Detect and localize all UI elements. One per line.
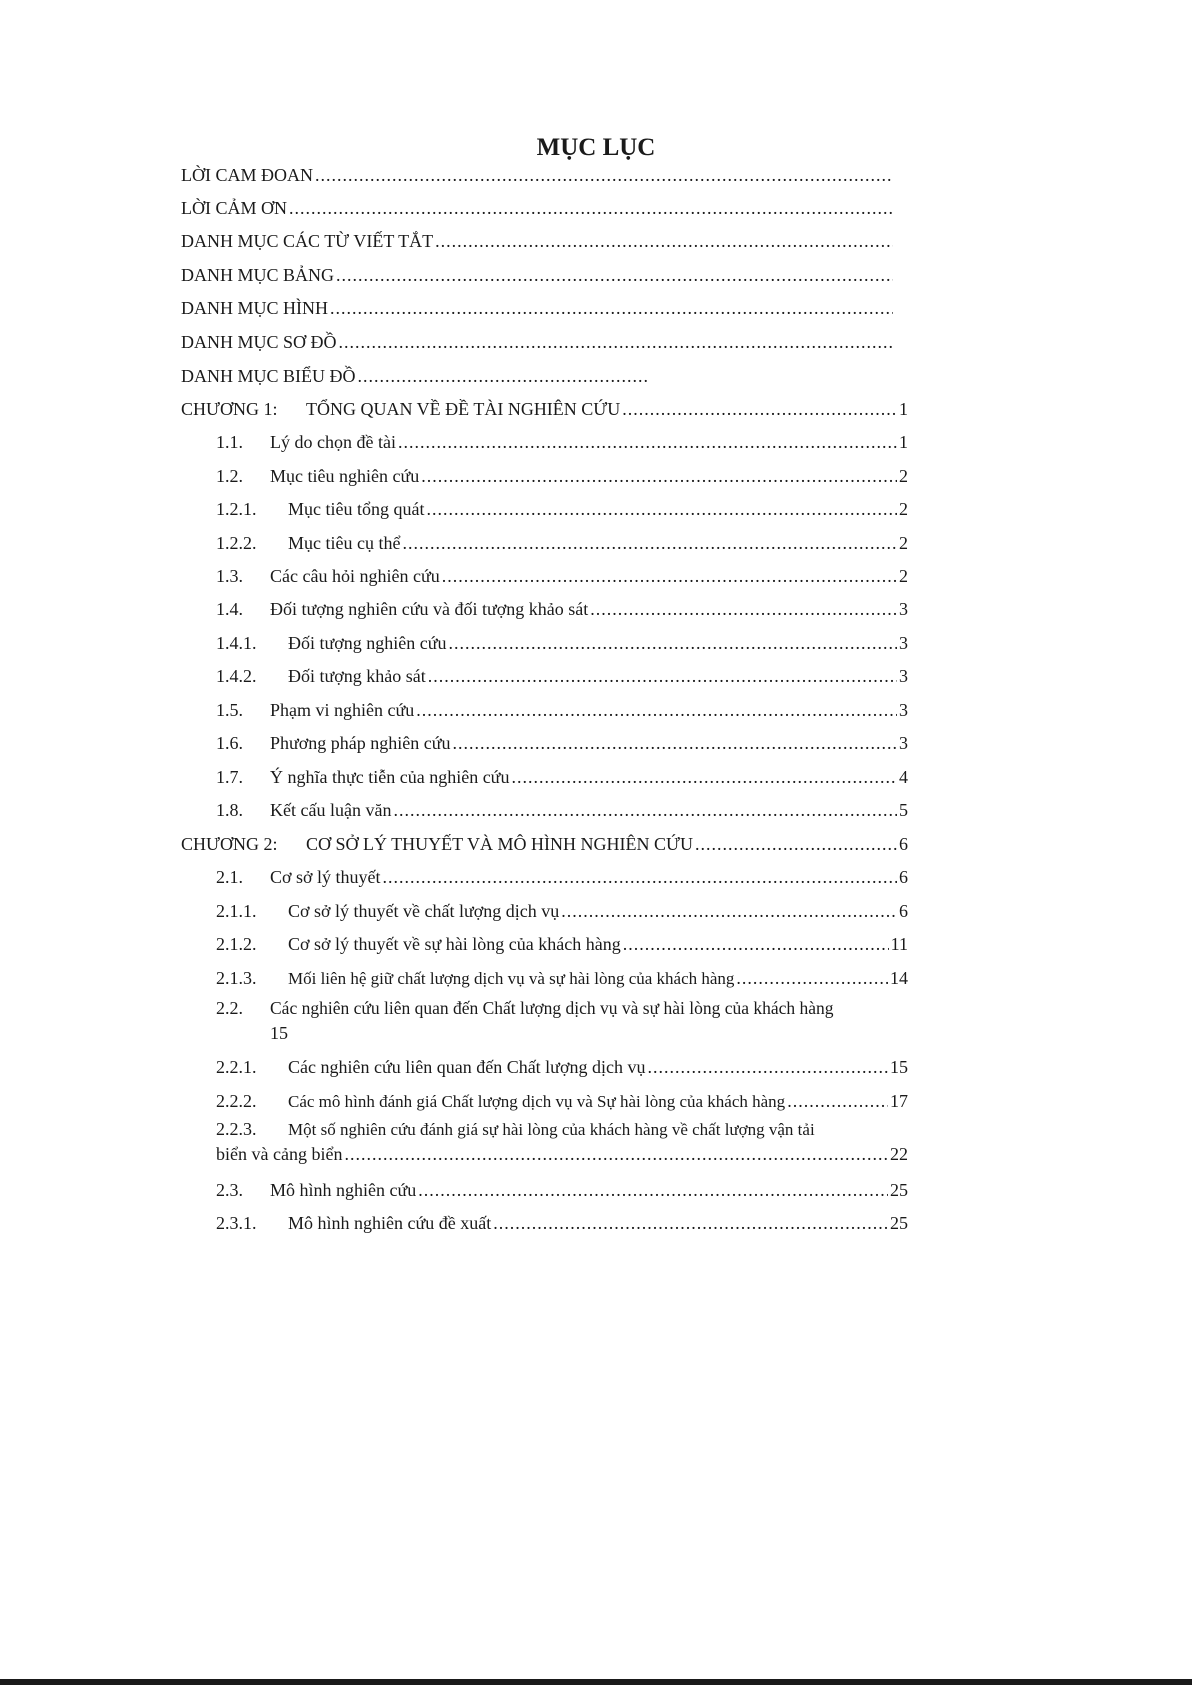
toc-entry[interactable] xyxy=(216,597,908,621)
toc-entry[interactable] xyxy=(216,932,908,956)
toc-entry-wrapped[interactable] xyxy=(216,996,912,1046)
toc-page-number: 22 xyxy=(890,1144,908,1164)
toc-entry[interactable] xyxy=(216,698,908,722)
toc-entry[interactable] xyxy=(216,1178,908,1202)
toc-entry-number: 2.1. xyxy=(216,867,243,887)
toc-leader-dots xyxy=(381,865,897,889)
toc-entry[interactable] xyxy=(181,229,893,253)
toc-entry-title: TỔNG QUAN VỀ ĐỀ TÀI NGHIÊN CỨU xyxy=(306,399,621,419)
toc-page-number: 2 xyxy=(899,533,908,553)
toc-entry-title: DANH MỤC HÌNH xyxy=(181,298,328,318)
toc-page-number: 6 xyxy=(899,867,908,887)
toc-entry[interactable] xyxy=(181,263,893,287)
toc-entry-chapter[interactable] xyxy=(181,832,908,856)
toc-entry[interactable] xyxy=(216,464,908,488)
toc-entry[interactable] xyxy=(216,1089,908,1113)
toc-entry-title: Các câu hỏi nghiên cứu xyxy=(270,566,440,586)
toc-entry-number: 1.6. xyxy=(216,733,243,753)
toc-page-number: 3 xyxy=(899,700,908,720)
toc-page-number: 1 xyxy=(899,399,908,419)
toc-entry-title: LỜI CẢM ƠN xyxy=(181,198,287,218)
toc-leader-dots xyxy=(400,531,897,555)
toc-entry-title: Mối liên hệ giữ chất lượng dịch vụ và sự hài lòng của khách hàng xyxy=(288,969,735,988)
toc-page-number: 25 xyxy=(890,1213,908,1233)
toc-page-number: 2 xyxy=(899,466,908,486)
toc-page-number: 15 xyxy=(270,1023,288,1043)
toc-entry-number: 1.3. xyxy=(216,566,243,586)
toc-page-number: 6 xyxy=(899,901,908,921)
toc-entry-title: DANH MỤC CÁC TỪ VIẾT TẮT xyxy=(181,231,434,251)
toc-entry-title: Cơ sở lý thuyết xyxy=(270,867,381,887)
toc-entry-number: 2.3. xyxy=(216,1180,243,1200)
toc-entry-number: 2.3.1. xyxy=(216,1213,257,1233)
toc-entry[interactable] xyxy=(216,865,908,889)
toc-page-number: 3 xyxy=(899,633,908,653)
toc-page-number: 25 xyxy=(890,1180,908,1200)
toc-leader-dots xyxy=(440,564,897,588)
toc-entry[interactable] xyxy=(216,531,908,555)
toc-entry-chapter[interactable] xyxy=(181,397,908,421)
toc-leader-dots xyxy=(447,631,897,655)
toc-leader-dots xyxy=(334,263,893,287)
toc-page-number: 3 xyxy=(899,666,908,686)
toc-entry-title: DANH MỤC BIỂU ĐỒ xyxy=(181,366,356,386)
toc-leader-dots xyxy=(424,497,897,521)
toc-page-number: 15 xyxy=(890,1057,908,1077)
toc-page-number: 14 xyxy=(890,968,908,988)
toc-entry-number: 2.2.1. xyxy=(216,1057,257,1077)
toc-entry-title: Mục tiêu cụ thể xyxy=(288,533,401,553)
toc-entry-title: Một số nghiên cứu đánh giá sự hài lòng của khách hàng về chất lượng vận tải xyxy=(288,1120,815,1139)
toc-entry-title: Mô hình nghiên cứu đề xuất xyxy=(288,1213,492,1233)
toc-leader-dots xyxy=(588,597,897,621)
toc-entry[interactable] xyxy=(216,731,908,755)
toc-page-number: 6 xyxy=(899,834,908,854)
toc-entry-number: 1.2.1. xyxy=(216,499,257,519)
toc-leader-dots xyxy=(693,832,897,856)
toc-leader-dots xyxy=(509,765,897,789)
toc-entry-number: 2.2.3. xyxy=(216,1119,257,1139)
toc-entry-title: Phạm vi nghiên cứu xyxy=(270,700,415,720)
toc-entry[interactable] xyxy=(216,1211,908,1235)
toc-entry[interactable] xyxy=(216,966,908,990)
toc-entry-title: Đối tượng nghiên cứu xyxy=(288,633,447,653)
toc-entry-title: Kết cấu luận văn xyxy=(270,800,392,820)
toc-leader-dots xyxy=(391,798,897,822)
toc-entry[interactable] xyxy=(181,330,893,354)
toc-entry[interactable] xyxy=(216,765,908,789)
toc-entry-title: DANH MỤC SƠ ĐỒ xyxy=(181,332,337,352)
toc-entry-number: 2.1.3. xyxy=(216,968,257,988)
toc-leader-dots xyxy=(451,731,897,755)
toc-entry[interactable] xyxy=(216,798,908,822)
toc-page-number: 5 xyxy=(899,800,908,820)
toc-entry[interactable] xyxy=(216,664,908,688)
toc-entry-wrapped[interactable] xyxy=(216,1117,908,1167)
toc-leader-dots xyxy=(414,698,897,722)
toc-entry[interactable] xyxy=(181,364,649,388)
toc-leader-dots xyxy=(337,330,893,354)
toc-leader-dots xyxy=(620,397,897,421)
toc-entry-title: CƠ SỞ LÝ THUYẾT VÀ MÔ HÌNH NGHIÊN CỨU xyxy=(306,834,693,854)
toc-page-number: 11 xyxy=(890,934,908,954)
toc-entry-title: Phương pháp nghiên cứu xyxy=(270,733,451,753)
toc-leader-dots xyxy=(396,430,897,454)
toc-entry[interactable] xyxy=(181,196,893,220)
toc-entry-title: Đối tượng nghiên cứu và đối tượng khảo sát xyxy=(270,599,589,619)
toc-leader-dots xyxy=(328,296,893,320)
toc-entry-number: 1.4.2. xyxy=(216,666,257,686)
toc-entry-title: Lý do chọn đề tài xyxy=(270,432,396,452)
toc-leader-dots xyxy=(734,966,888,990)
toc-leader-dots xyxy=(419,464,897,488)
toc-leader-dots xyxy=(491,1211,888,1235)
toc-entry-number: CHƯƠNG 1: xyxy=(181,399,278,419)
toc-entry-title: Cơ sở lý thuyết về sự hài lòng của khách hàng xyxy=(288,934,621,954)
toc-entry-number: CHƯƠNG 2: xyxy=(181,834,278,854)
toc-leader-dots xyxy=(342,1142,888,1167)
toc-page-number: 2 xyxy=(899,566,908,586)
toc-entry-number: 1.8. xyxy=(216,800,243,820)
toc-entry-number: 2.1.1. xyxy=(216,901,257,921)
toc-entry[interactable] xyxy=(181,163,893,187)
toc-entry-title: Các nghiên cứu liên quan đến Chất lượng dịch vụ và sự hài lòng của khách hàng xyxy=(270,998,834,1018)
toc-entry-title: Các mô hình đánh giá Chất lượng dịch vụ và Sự hài lòng của khách hàng xyxy=(288,1092,786,1111)
toc-leader-dots xyxy=(313,163,893,187)
toc-leader-dots xyxy=(621,932,889,956)
page-bottom-edge xyxy=(0,1679,1192,1685)
toc-leader-dots xyxy=(356,364,650,388)
toc-entry-title: Đối tượng khảo sát xyxy=(288,666,426,686)
toc-leader-dots xyxy=(433,229,893,253)
toc-entry-title: Mô hình nghiên cứu xyxy=(270,1180,417,1200)
toc-leader-dots xyxy=(287,196,893,220)
toc-entry[interactable] xyxy=(181,296,893,320)
toc-entry-number: 1.2.2. xyxy=(216,533,257,553)
toc-leader-dots xyxy=(559,899,897,923)
toc-leader-dots xyxy=(645,1055,888,1079)
toc-entry-title: Các nghiên cứu liên quan đến Chất lượng dịch vụ xyxy=(288,1057,646,1077)
toc-entry-number: 1.1. xyxy=(216,432,243,452)
toc-entry[interactable] xyxy=(216,564,908,588)
toc-entry-title: DANH MỤC BẢNG xyxy=(181,265,335,285)
toc-leader-dots xyxy=(785,1089,888,1113)
toc-leader-dots xyxy=(416,1178,888,1202)
toc-entry-number: 1.4. xyxy=(216,599,243,619)
toc-entry-title: Mục tiêu nghiên cứu xyxy=(270,466,420,486)
toc-entry-title: Ý nghĩa thực tiễn của nghiên cứu xyxy=(270,767,510,787)
toc-page-number: 4 xyxy=(899,767,908,787)
toc-entry-number: 2.2.2. xyxy=(216,1091,257,1111)
toc-entry-number: 1.4.1. xyxy=(216,633,257,653)
toc-page-number: 3 xyxy=(899,733,908,753)
toc-entry[interactable] xyxy=(216,497,908,521)
toc-page-number: 2 xyxy=(899,499,908,519)
toc-entry-number: 2.1.2. xyxy=(216,934,257,954)
toc-leader-dots xyxy=(426,664,897,688)
toc-entry[interactable] xyxy=(216,631,908,655)
toc-entry-title: LỜI CAM ĐOAN xyxy=(181,165,313,185)
toc-entry-number: 1.2. xyxy=(216,466,243,486)
toc-page-number: 3 xyxy=(899,599,908,619)
toc-entry-title: Mục tiêu tổng quát xyxy=(288,499,425,519)
toc-page-number: 1 xyxy=(899,432,908,452)
toc-entry-number: 1.7. xyxy=(216,767,243,787)
toc-entry[interactable] xyxy=(216,1055,908,1079)
toc-entry-number: 1.5. xyxy=(216,700,243,720)
toc-title: MỤC LỤC xyxy=(536,134,656,161)
toc-page-number: 17 xyxy=(890,1091,908,1111)
toc-entry-title: Cơ sở lý thuyết về chất lượng dịch vụ xyxy=(288,901,560,921)
toc-entry-number: 2.2. xyxy=(216,998,243,1018)
toc-entry[interactable] xyxy=(216,430,908,454)
toc-entry[interactable] xyxy=(216,899,908,923)
toc-entry-title-continued: biển và cảng biển xyxy=(216,1144,343,1164)
